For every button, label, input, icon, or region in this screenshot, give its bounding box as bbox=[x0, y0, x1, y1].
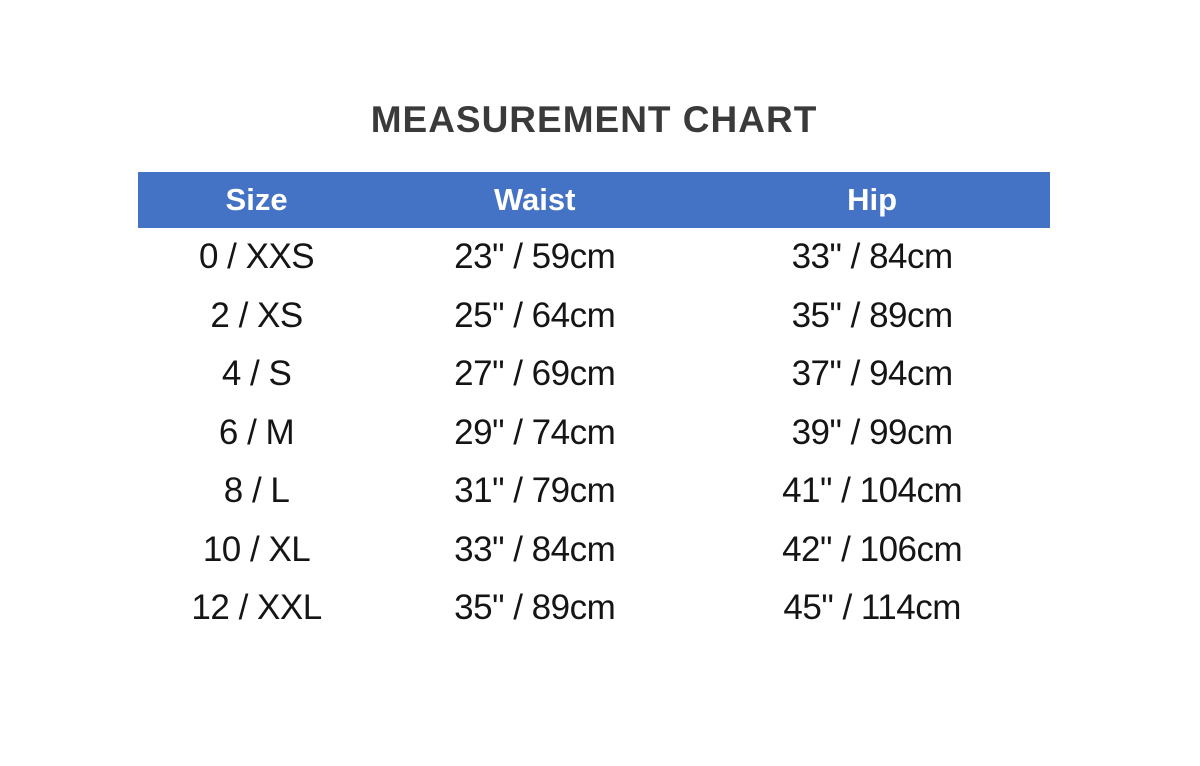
table-row bbox=[138, 521, 1050, 580]
table-row bbox=[138, 462, 1050, 521]
table-row bbox=[138, 579, 1050, 638]
table-row bbox=[138, 287, 1050, 346]
table-cell: 29" / 74cm bbox=[454, 412, 616, 452]
table-row bbox=[138, 404, 1050, 463]
table-cell: 25" / 64cm bbox=[454, 295, 616, 335]
table-cell: 0 / XXS bbox=[198, 237, 315, 277]
table-cell: 35" / 89cm bbox=[454, 588, 616, 628]
table-cell: 8 / L bbox=[223, 471, 290, 511]
table-cell: 42" / 106cm bbox=[782, 529, 963, 569]
table-cell: 4 / S bbox=[221, 354, 292, 394]
page-title: MEASUREMENT CHART bbox=[370, 99, 818, 140]
measurement-table bbox=[138, 172, 1050, 638]
table-cell: 6 / M bbox=[218, 412, 295, 452]
table-cell: 27" / 69cm bbox=[454, 354, 616, 394]
table-cell: 41" / 104cm bbox=[782, 471, 963, 511]
table-row bbox=[138, 228, 1050, 287]
column-header-waist: Waist bbox=[493, 182, 576, 217]
table-cell: 33" / 84cm bbox=[454, 529, 616, 569]
table-cell: 23" / 59cm bbox=[454, 237, 616, 277]
table-cell: 2 / XS bbox=[210, 295, 303, 335]
table-cell: 31" / 79cm bbox=[454, 471, 616, 511]
table-cell: 35" / 89cm bbox=[791, 295, 953, 335]
table-header-row bbox=[138, 172, 1050, 228]
table-cell: 37" / 94cm bbox=[791, 354, 953, 394]
table-cell: 12 / XXL bbox=[191, 588, 322, 628]
table-cell: 33" / 84cm bbox=[791, 237, 953, 277]
table-row bbox=[138, 345, 1050, 404]
table-cell: 39" / 99cm bbox=[791, 412, 953, 452]
table-cell: 45" / 114cm bbox=[783, 588, 961, 628]
column-header-hip: Hip bbox=[847, 182, 898, 217]
column-header-size: Size bbox=[225, 182, 288, 217]
table-cell: 10 / XL bbox=[202, 529, 311, 569]
table-body bbox=[138, 228, 1050, 638]
